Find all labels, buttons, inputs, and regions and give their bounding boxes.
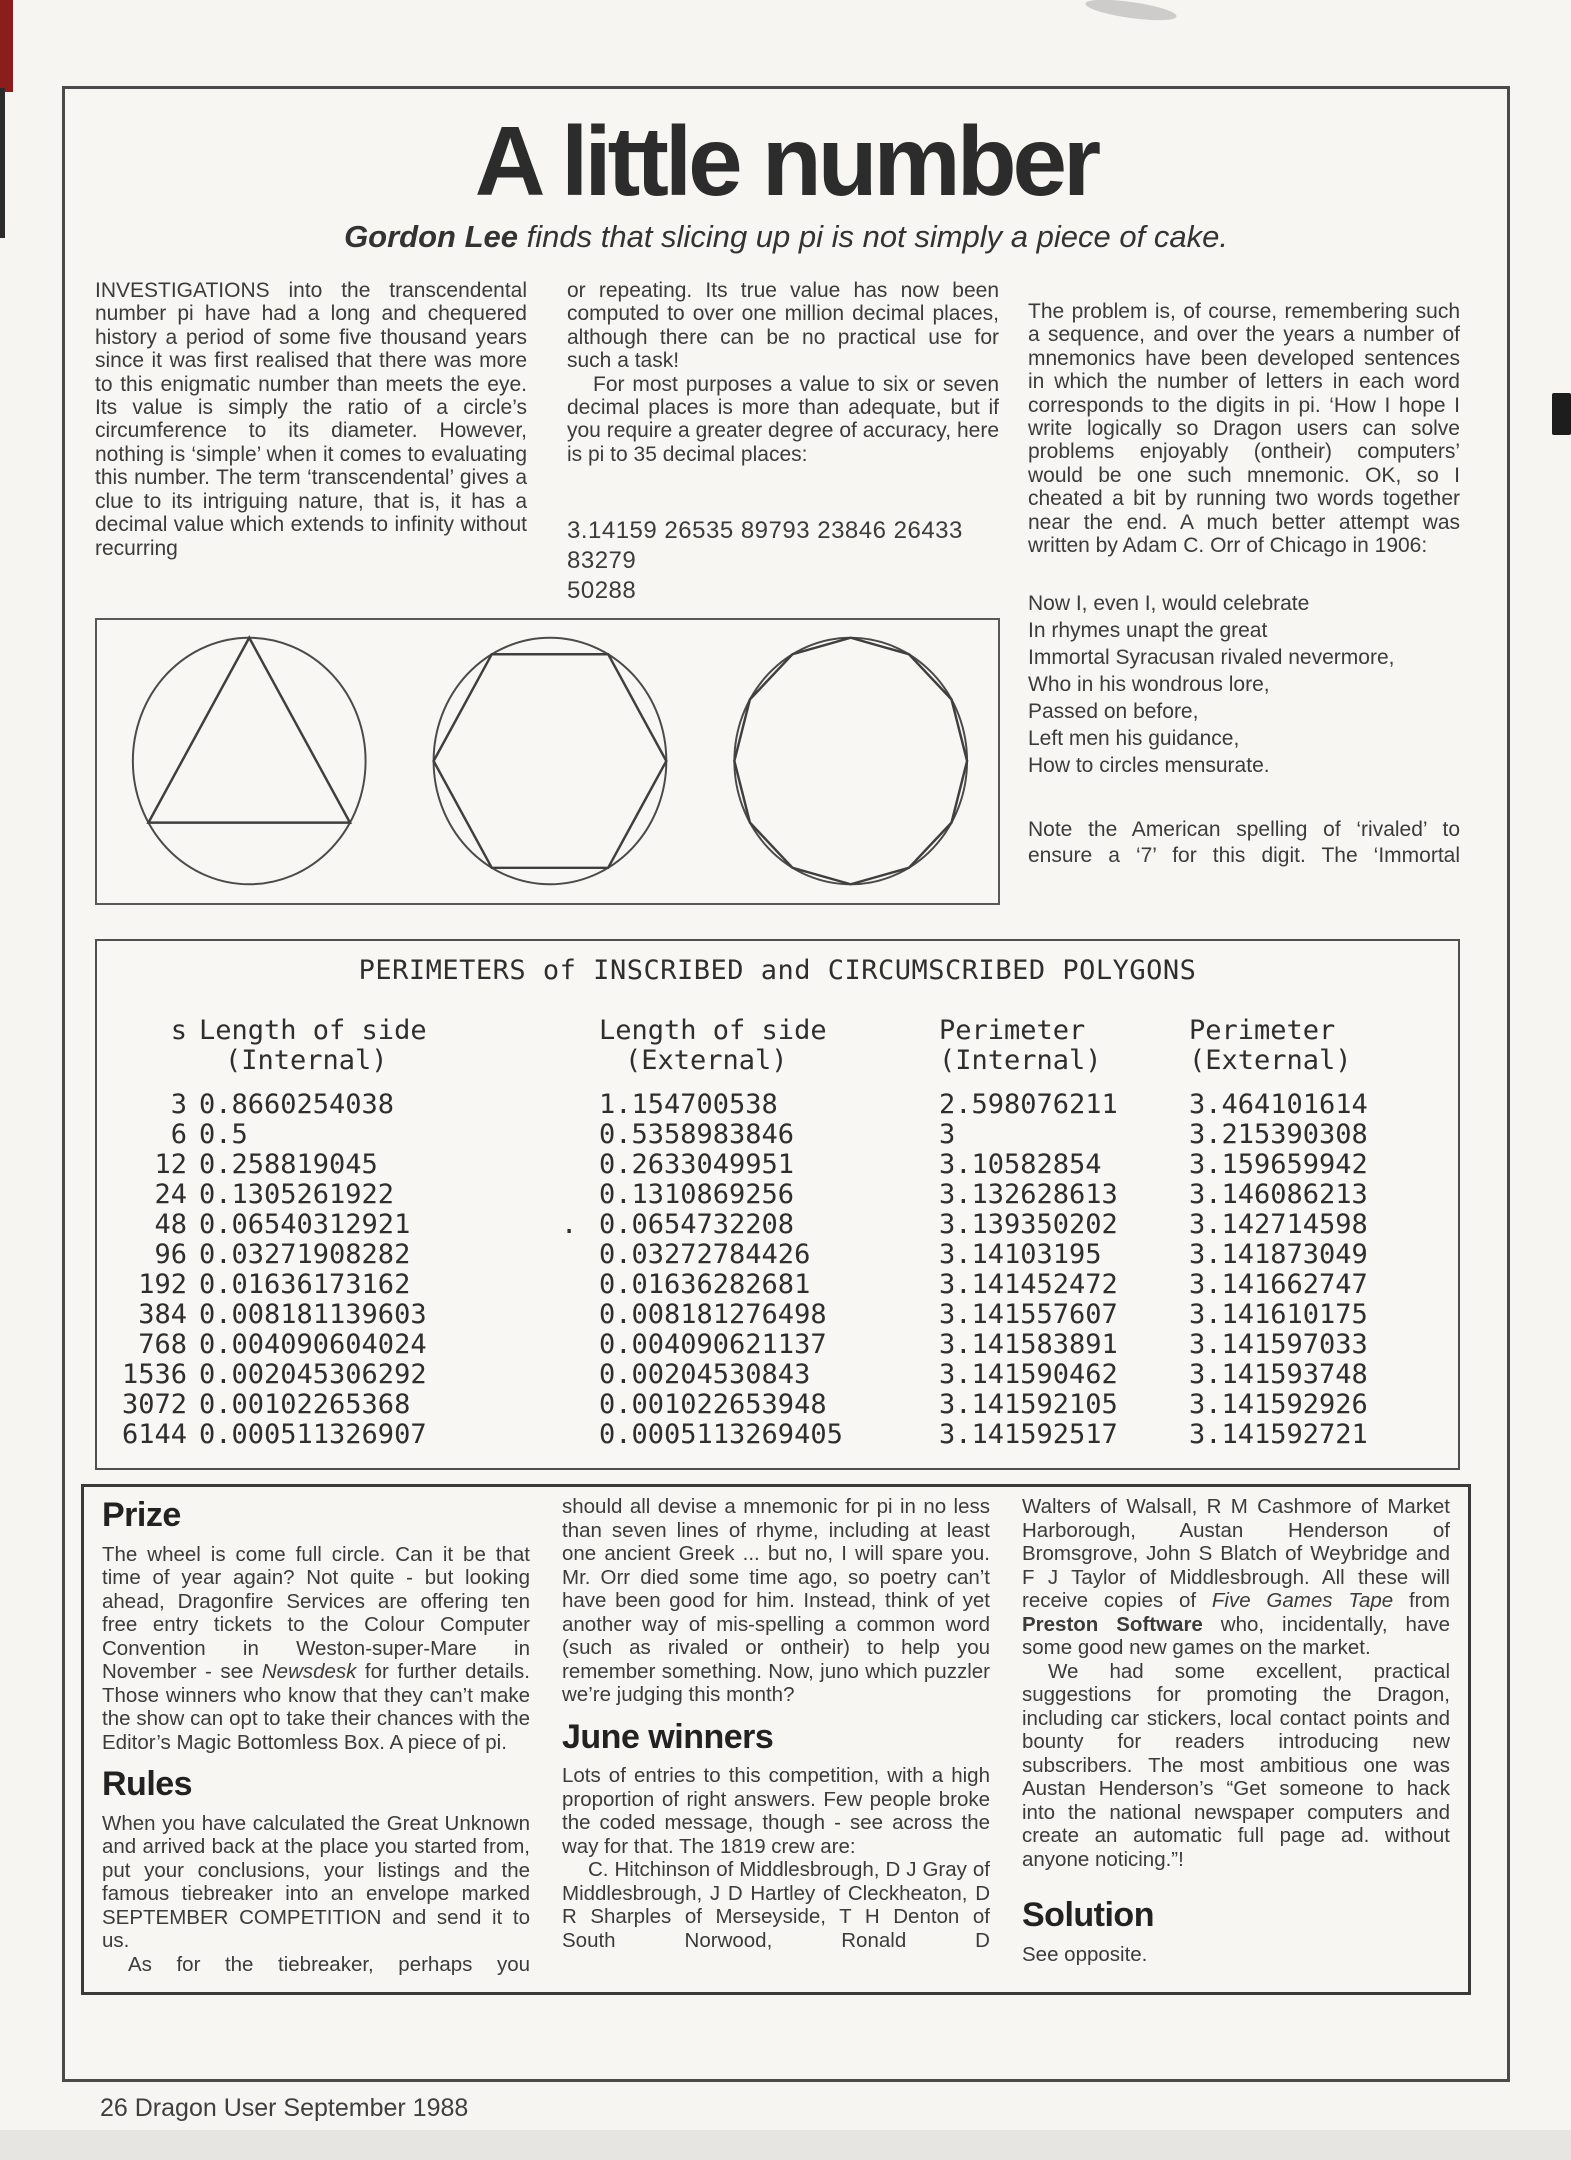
article-columns (95, 279, 1477, 905)
table-row-sides: 3072 (121, 1389, 187, 1421)
prize-paragraph (102, 1543, 530, 1755)
table-row-sides: 768 (138, 1329, 187, 1361)
panel-column-solution (1022, 1495, 1450, 1976)
table-cell: 3.215390308 (1189, 1119, 1368, 1151)
table-cell: 0.03272784426 (599, 1239, 811, 1271)
table-cell: 2.598076211 (939, 1089, 1118, 1121)
table-row-sides: 6 (170, 1119, 187, 1151)
table-cell: 0.01636282681 (599, 1269, 811, 1301)
scan-dark-edge-artifact (0, 88, 5, 238)
paragraph: or repeating. Its true value has now been computed to over one million decimal places, although there can be no practical use for such a task! (567, 279, 999, 373)
table-cell: 0.01636173162 (199, 1269, 411, 1301)
table-cell: 1.154700538 (599, 1089, 778, 1121)
pi-value-line1: 3.14159 26535 89793 23846 26433 83279 (567, 517, 963, 575)
left-column-zone (95, 279, 1000, 905)
june-paragraph-1: Lots of entries to this competition, with a high proportion of right answers. Few people broke the coded message, though - see across the way for that. The 1819 crew are: (562, 1764, 990, 1858)
panel-column-prize-rules (102, 1495, 530, 1976)
paragraph: INVESTIGATIONS into the transcendental number pi have had a long and chequered history a period of some five thousand years since it was first realised that there was more to this enigmatic number than meets the eye. Its value is simply the ratio of a circle’s circumference to its diameter. However, nothing is ‘simple’ when it comes to evaluating this number. The term ‘transcendental’ gives a clue to its intriguing nature, that is, it has a decimal value which extends to infinity without recurring (95, 279, 527, 560)
perimeter-table-grid (97, 1016, 1458, 1450)
winners-text-c: who, incidentally, have some good new games on the market. (1022, 1612, 1450, 1660)
newsdesk-italic: Newsdesk (261, 1660, 357, 1684)
table-cell: 3.141592721 (1189, 1419, 1368, 1451)
table-header: Length of side (Internal) (199, 1015, 427, 1077)
table-cell: 0.000511326907 (199, 1419, 427, 1451)
preston-software-bold: Preston Software (1022, 1612, 1203, 1636)
table-cell: 3.146086213 (1189, 1179, 1368, 1211)
table-cell: 0.5 (199, 1119, 248, 1151)
perimeter-table-box (95, 939, 1460, 1470)
table-cell: 3.142714598 (1189, 1209, 1368, 1241)
table-cell: 3 (939, 1119, 956, 1151)
table-cell: 0.0005113269405 (599, 1419, 843, 1451)
table-cell: 0.2633049951 (599, 1149, 795, 1181)
table-cell: 0.00204530843 (599, 1359, 811, 1391)
winners-text-a: Walters of Walsall, R M Cashmore of Market Harborough, Austan Henderson of Bromsgrove, John S Blatch of Weybridge and F J Taylor of Middlesbrough. All these will receive copies of (1022, 1495, 1450, 1613)
poem-line: Who in his wondrous lore, (1028, 672, 1270, 696)
table-header: Length of side (External) (599, 1015, 827, 1077)
column-2 (567, 279, 999, 606)
june-winners-heading: June winners (562, 1717, 774, 1756)
table-cell: 3.141592926 (1189, 1389, 1368, 1421)
stray-dot-mark: . (561, 1209, 578, 1241)
pi-value (567, 516, 999, 606)
polygon-diagram-svg (97, 620, 998, 903)
table-row-sides: 1536 (121, 1359, 187, 1391)
table-row-sides: 24 (154, 1179, 187, 1211)
table-cell: 0.004090604024 (199, 1329, 427, 1361)
poem-line: In rhymes unapt the great (1028, 618, 1268, 642)
table-cell: 3.141597033 (1189, 1329, 1368, 1361)
table-header: Perimeter (External) (1189, 1015, 1352, 1077)
byline-author: Gordon Lee (344, 219, 519, 255)
scan-right-edge-mark (1552, 393, 1571, 435)
table-cell: 3.141583891 (939, 1329, 1118, 1361)
pi-value-line2: 50288 (567, 577, 637, 605)
table-cell: 3.464101614 (1189, 1089, 1368, 1121)
scan-top-smudge (1084, 0, 1177, 24)
winners-text-b: from (1393, 1589, 1450, 1613)
table-cell: 3.141452472 (939, 1269, 1118, 1301)
pi-mnemonic-poem (1028, 590, 1460, 779)
poem-line: Passed on before, (1028, 699, 1199, 723)
article-byline (95, 219, 1477, 255)
hexagon-in-circle-figure (434, 638, 667, 885)
page-footer: 26 Dragon User September 1988 (100, 2094, 469, 2122)
table-cell: 3.141592105 (939, 1389, 1118, 1421)
dodecagon-in-circle-figure (734, 638, 967, 885)
table-cell: 3.14103195 (939, 1239, 1102, 1271)
june-paragraph-2: C. Hitchinson of Middlesbrough, D J Gray of Middlesbrough, J D Hartley of Cleckheaton, D R Sharples of Merseyside, T H Denton of South Norwood, Ronald D (562, 1858, 990, 1952)
table-row-sides: 12 (154, 1149, 187, 1181)
table-cell: 3.139350202 (939, 1209, 1118, 1241)
competition-panel (81, 1484, 1471, 1995)
poem-line: Immortal Syracusan rivaled nevermore, (1028, 645, 1395, 669)
table-cell: 0.1305261922 (199, 1179, 395, 1211)
table-cell: 0.06540312921 (199, 1209, 411, 1241)
table-cell: 0.0654732208 . (561, 1209, 795, 1241)
table-cell: 0.03271908282 (199, 1239, 411, 1271)
table-cell: 0.004090621137 (599, 1329, 827, 1361)
table-cell: 0.008181139603 (199, 1299, 427, 1331)
note-paragraph: Note the American spelling of ‘rivaled’ to ensure a ‘7’ for this digit. The ‘Immortal (1028, 817, 1460, 867)
poem-line: Left men his guidance, (1028, 726, 1240, 750)
rules-heading: Rules (102, 1765, 193, 1804)
prize-text-b: for further details. Those winners who know that they can’t make the show can opt to take their chances with the Editor’s Magic Bottomless Box. A piece of pi. (102, 1660, 530, 1754)
table-cell: 3.141662747 (1189, 1269, 1368, 1301)
polygon-diagram-box (95, 618, 1000, 905)
table-cell: 3.141610175 (1189, 1299, 1368, 1331)
scan-red-edge-artifact (0, 0, 13, 92)
table-row-sides: 192 (138, 1269, 187, 1301)
five-games-tape-italic: Five Games Tape (1211, 1589, 1394, 1613)
table-row-sides: 384 (138, 1299, 187, 1331)
table-cell: 0.00102265368 (199, 1389, 411, 1421)
table-row-sides: 6144 (121, 1419, 187, 1451)
table-cell: 3.141873049 (1189, 1239, 1368, 1271)
table-cell: 3.10582854 (939, 1149, 1102, 1181)
table-cell: 3.159659942 (1189, 1149, 1368, 1181)
byline-rest: finds that slicing up pi is not simply a piece of cake. (518, 219, 1228, 255)
table-cell: 0.8660254038 (199, 1089, 395, 1121)
column-3 (1028, 279, 1460, 905)
table-header: Perimeter (Internal) (939, 1015, 1102, 1077)
panel-column-june (562, 1495, 990, 1976)
triangle-in-circle-figure (133, 638, 366, 885)
prize-text-a: The wheel is come full circle. Can it be that time of year again? Not quite - but looking ahead, Dragonfire Services are offering ten free entry tickets to the Colour Computer Convention in Weston-super-Mare in November - see (102, 1542, 530, 1684)
poem-line: How to circles mensurate. (1028, 753, 1270, 777)
table-cell: 0.002045306292 (199, 1359, 427, 1391)
table-cell: 0.5358983846 (599, 1119, 795, 1151)
table-cell: 0.258819045 (199, 1149, 378, 1181)
solution-heading: Solution (1022, 1896, 1154, 1935)
table-cell: 3.132628613 (939, 1179, 1118, 1211)
table-row-sides: 48 (154, 1209, 187, 1241)
prize-heading: Prize (102, 1496, 181, 1535)
paragraph: The problem is, of course, remembering such a sequence, and over the years a number of mnemonics have been developed sentences in which the number of letters in each word corresponds to the digits in pi. ‘How I hope I write logically so Dragon users can solve problems enjoyably (ontheir) computers’ would be one such mnemonic. OK, so I cheated a bit by running two words together near the end. A much better attempt was written by Adam C. Orr of Chicago in 1906: (1028, 300, 1460, 558)
rules-paragraph-1: When you have calculated the Great Unknown and arrived back at the place you started from, put your conclusions, your listings and the famous tiebreaker into an envelope marked SEPTEMBER COMPETITION and send it to us. (102, 1811, 530, 1953)
paragraph: For most purposes a value to six or seven decimal places is more than adequate, but if you require a greater degree of accuracy, here is pi to 35 decimal places: (567, 372, 999, 466)
winners-continuation-paragraph (1022, 1495, 1450, 1660)
article-title: A little number (474, 106, 1098, 216)
table-cell: 3.141593748 (1189, 1359, 1368, 1391)
table-row-sides: 3 (170, 1089, 187, 1121)
table-cell: 3.141590462 (939, 1359, 1118, 1391)
poem-line: Now I, even I, would celebrate (1028, 591, 1310, 615)
table-cell: 0.1310869256 (599, 1179, 795, 1211)
table-cell: 0.001022653948 (599, 1389, 827, 1421)
solution-text: See opposite. (1022, 1942, 1148, 1966)
scan-bottom-band (0, 2130, 1571, 2160)
table-header: s (170, 1015, 187, 1047)
column-1 (95, 279, 527, 606)
continuation-paragraph: should all devise a mnemonic for pi in no less than seven lines of rhyme, including at least one ancient Greek ... but no, I will spare you. Mr. Orr died some time ago, so poetry can’t have been good for him. Instead, think of yet another way of mis-spelling a common word (such as rivaled or ontheir) to help you remember something. Now, juno which puzzler we’re judging this month? (562, 1495, 990, 1707)
table-cell: 0.008181276498 (599, 1299, 827, 1331)
suggestions-paragraph: We had some excellent, practical suggestions for promoting the Dragon, including car stickers, local contact points and bounty for readers introducing new subscribers. The most ambitious one was Austan Henderson’s “Get someone to hack into the national newspaper computers and create an automatic full page ad. without anyone noticing.”! (1022, 1659, 1450, 1871)
table-title: PERIMETERS of INSCRIBED and CIRCUMSCRIBED POLYGONS (358, 955, 1197, 987)
rules-paragraph-2: As for the tiebreaker, perhaps you (128, 1952, 530, 1976)
article-frame (62, 86, 1510, 2082)
table-cell: 3.141592517 (939, 1419, 1118, 1451)
table-row-sides: 96 (154, 1239, 187, 1271)
table-cell: 3.141557607 (939, 1299, 1118, 1331)
